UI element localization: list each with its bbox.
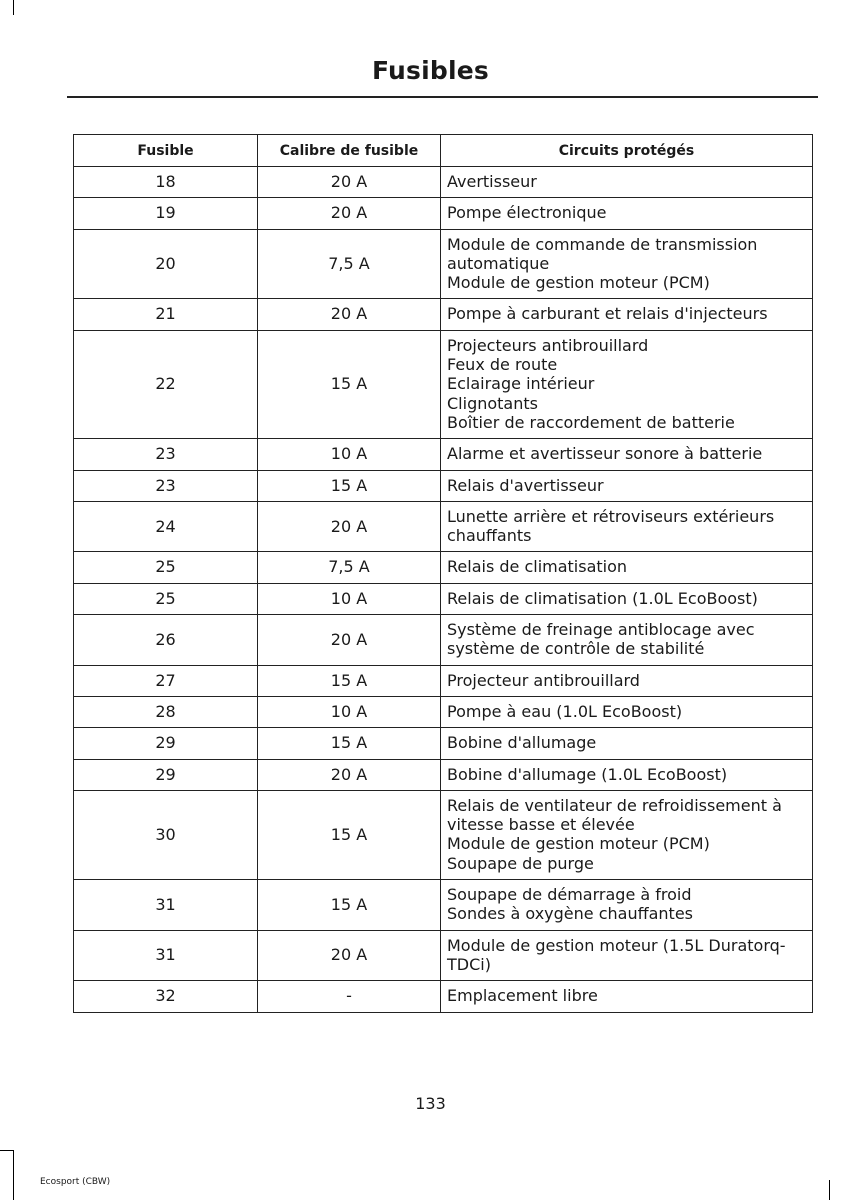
- fuse-number-cell: 25: [74, 583, 258, 614]
- protected-circuits-cell: [441, 198, 813, 229]
- circuit-line: Projecteurs antibrouillard: [447, 335, 649, 355]
- fuse-number-cell: 30: [74, 790, 258, 879]
- fuse-rating-cell: 15 A: [258, 330, 441, 438]
- circuit-line: Alarme et avertisseur sonore à batterie: [447, 444, 763, 464]
- circuit-line: Projecteur antibrouillard: [447, 670, 640, 690]
- table-row: [74, 299, 813, 330]
- circuit-line: Lunette arrière et rétroviseurs extérieurs chauffants: [447, 506, 775, 546]
- crop-mark-top-left: [13, 0, 14, 15]
- fuse-number-cell: 21: [74, 299, 258, 330]
- table-row: [74, 501, 813, 552]
- fuse-number-cell: 22: [74, 330, 258, 438]
- protected-circuits-cell: [441, 299, 813, 330]
- column-header-fuse: Fusible: [74, 135, 258, 167]
- circuit-line: Bobine d'allumage (1.0L EcoBoost): [447, 764, 728, 784]
- protected-circuits-cell: [441, 696, 813, 727]
- protected-circuits-cell: [441, 759, 813, 790]
- table-row: [74, 552, 813, 583]
- fuse-number-cell: 23: [74, 470, 258, 501]
- circuit-line: Module de gestion moteur (1.5L Duratorq-TDCi): [447, 935, 786, 974]
- fuse-rating-cell: 15 A: [258, 790, 441, 879]
- circuit-line: Avertisseur: [447, 172, 537, 191]
- fuse-number-cell: 29: [74, 728, 258, 759]
- circuit-line: Boîtier de raccordement de batterie: [447, 412, 735, 432]
- protected-circuits-cell: [441, 552, 813, 583]
- circuit-line: Relais de ventilateur de refroidissement à vitesse basse et élevée: [447, 795, 782, 835]
- circuit-line: Soupape de démarrage à froid: [447, 885, 692, 905]
- column-header-circuits: Circuits protégés: [441, 135, 813, 167]
- protected-circuits-cell: [441, 330, 813, 438]
- title-divider: [67, 96, 818, 98]
- page-number: 133: [415, 1094, 446, 1113]
- fuse-rating-cell: 20 A: [258, 930, 441, 981]
- table-row: [74, 470, 813, 501]
- fuse-number-cell: 19: [74, 198, 258, 229]
- protected-circuits-cell: [441, 981, 813, 1012]
- fuse-number-cell: 20: [74, 229, 258, 299]
- table-row: [74, 198, 813, 229]
- circuit-line: Pompe à carburant et relais d'injecteurs: [447, 304, 768, 324]
- crop-mark-bottom-right: [829, 1180, 830, 1200]
- fuse-rating-cell: 20 A: [258, 501, 441, 552]
- protected-circuits-cell: [441, 615, 813, 666]
- fuse-rating-cell: 7,5 A: [258, 229, 441, 299]
- fuse-number-cell: 18: [74, 167, 258, 198]
- table-header-row: [74, 135, 813, 167]
- fuse-number-cell: 26: [74, 615, 258, 666]
- fuse-rating-cell: 20 A: [258, 759, 441, 790]
- protected-circuits-cell: [441, 930, 813, 981]
- protected-circuits-cell: [441, 501, 813, 552]
- circuit-line: Clignotants: [447, 393, 538, 413]
- table-row: [74, 728, 813, 759]
- fuse-rating-cell: 20 A: [258, 615, 441, 666]
- fuse-number-cell: 31: [74, 880, 258, 931]
- table-row: [74, 583, 813, 614]
- protected-circuits-cell: [441, 790, 813, 879]
- table-row: [74, 167, 813, 198]
- protected-circuits-cell: [441, 167, 813, 198]
- fuse-rating-cell: 20 A: [258, 167, 441, 198]
- table-row: [74, 696, 813, 727]
- fuse-rating-cell: 10 A: [258, 439, 441, 470]
- table-row: [74, 930, 813, 981]
- protected-circuits-cell: [441, 665, 813, 696]
- protected-circuits-cell: [441, 583, 813, 614]
- circuit-line: Soupape de purge: [447, 853, 594, 873]
- circuit-line: Emplacement libre: [447, 986, 598, 1006]
- fuse-number-cell: 29: [74, 759, 258, 790]
- circuit-line: Module de gestion moteur (PCM): [447, 834, 710, 854]
- circuit-line: Relais de climatisation (1.0L EcoBoost): [447, 588, 758, 608]
- circuit-line: Bobine d'allumage: [447, 733, 597, 753]
- table-row: [74, 439, 813, 470]
- circuit-line: Module de commande de transmission automatique: [447, 234, 758, 273]
- protected-circuits-cell: [441, 229, 813, 299]
- circuit-line: Relais d'avertisseur: [447, 475, 604, 495]
- crop-mark-bottom-left-horizontal: [0, 1150, 14, 1151]
- protected-circuits-cell: [441, 728, 813, 759]
- fuse-rating-cell: 15 A: [258, 665, 441, 696]
- fuse-rating-cell: -: [258, 981, 441, 1012]
- fuse-rating-cell: 10 A: [258, 583, 441, 614]
- table-row: [74, 330, 813, 438]
- circuit-line: Module de gestion moteur (PCM): [447, 273, 710, 293]
- fuse-number-cell: 32: [74, 981, 258, 1012]
- fuse-rating-cell: 15 A: [258, 470, 441, 501]
- table-row: [74, 880, 813, 931]
- protected-circuits-cell: [441, 439, 813, 470]
- crop-mark-bottom-left-vertical: [13, 1150, 14, 1200]
- table-row: [74, 229, 813, 299]
- fuse-rating-cell: 7,5 A: [258, 552, 441, 583]
- fuse-number-cell: 23: [74, 439, 258, 470]
- circuit-line: Pompe à eau (1.0L EcoBoost): [447, 701, 683, 721]
- circuit-line: Relais de climatisation: [447, 557, 628, 577]
- fuse-number-cell: 25: [74, 552, 258, 583]
- page-title: Fusibles: [372, 56, 489, 85]
- fuse-rating-cell: 15 A: [258, 880, 441, 931]
- fuse-table-body: [74, 167, 813, 1013]
- table-row: [74, 790, 813, 879]
- circuit-line: Pompe électronique: [447, 203, 607, 223]
- column-header-rating: Calibre de fusible: [258, 135, 441, 167]
- footer-model-label: Ecosport (CBW): [40, 1177, 111, 1187]
- fuse-number-cell: 31: [74, 930, 258, 981]
- protected-circuits-cell: [441, 470, 813, 501]
- protected-circuits-cell: [441, 880, 813, 931]
- circuit-line: Eclairage intérieur: [447, 374, 595, 394]
- fuse-number-cell: 27: [74, 665, 258, 696]
- circuit-line: Sondes à oxygène chauffantes: [447, 904, 694, 924]
- table-row: [74, 665, 813, 696]
- circuit-line: Feux de route: [447, 355, 558, 375]
- fuse-number-cell: 28: [74, 696, 258, 727]
- fuse-rating-cell: 20 A: [258, 198, 441, 229]
- table-row: [74, 759, 813, 790]
- table-row: [74, 981, 813, 1012]
- fuse-table: [73, 134, 813, 1013]
- table-row: [74, 615, 813, 666]
- fuse-number-cell: 24: [74, 501, 258, 552]
- fuse-rating-cell: 15 A: [258, 728, 441, 759]
- fuse-rating-cell: 10 A: [258, 696, 441, 727]
- fuse-rating-cell: 20 A: [258, 299, 441, 330]
- circuit-line: Système de freinage antiblocage avec système de contrôle de stabilité: [447, 620, 755, 659]
